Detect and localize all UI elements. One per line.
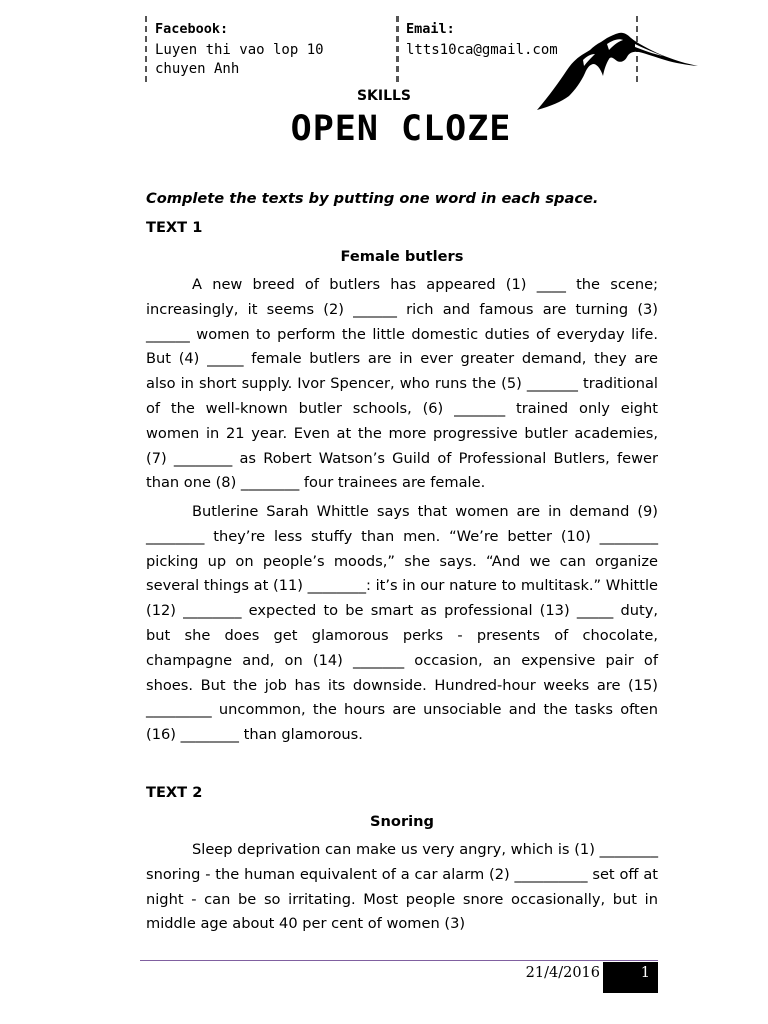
text2-heading: Snoring (370, 813, 434, 830)
email-label: Email: (406, 21, 455, 37)
page-number: 1 (603, 962, 658, 993)
facebook-box (145, 16, 399, 82)
page-title: OPEN CLOZE (290, 109, 512, 149)
text2-paragraph-1: Sleep deprivation can make us very angry, which is (1) ________ snoring - the human equivalent of a car alarm (2) __________ set off at night - can be so irritating. Most people snore occasionally, but in middle age about 40 per cent of women (3) (146, 841, 658, 933)
text1-paragraph-1: A new breed of butlers has appeared (1) ____ the scene; increasingly, it seems (2) ______ rich and famous are turning (3) ______ women to perform the little domestic duties of everyday life. But (4) _____ female butlers are in ever greater demand, they are also in short supply. Ivor Spencer, who runs the (5) _______ traditional of the well-known butler schools, (6) _______ trained only eight women in 21 year. Even at the more progressive butler academies, (7) ________ as Robert Watson’s Guild of Professional Butlers, fewer than one (8) ________ four trainees are female. (146, 276, 658, 492)
text1-paragraph-2: Butlerine Sarah Whittle says that women are in demand (9) ________ they’re less stuffy than men. “We’re better (10) ________ picking up on people’s moods,” she says. “And we can organize several things at (11) ________: it’s in our nature to multitask.” Whittle (12) ________ expected to be smart as professional (13) _____ duty, but she does get glamorous perks - presents of chocolate, champagne and, on (14) _______ occasion, an expensive pair of shoes. But the job has its downside. Hundred-hour weeks are (15) _________ uncommon, the hours are unsociable and the tasks often (16) ________ than glamorous. (146, 503, 658, 744)
footer-divider (140, 960, 658, 961)
footer-date: 21/4/2016 (525, 965, 600, 981)
skills-heading: SKILLS (356, 88, 412, 104)
text2-label: TEXT 2 (146, 784, 203, 801)
email-value: ltts10ca@gmail.com (406, 42, 558, 58)
facebook-label: Facebook: (155, 21, 229, 37)
text1-label: TEXT 1 (146, 219, 203, 236)
instruction: Complete the texts by putting one word in each space. (146, 190, 599, 207)
facebook-value: Luyen thi vao lop 10 chuyen Anh (155, 42, 324, 77)
text1-heading: Female butlers (340, 248, 464, 265)
